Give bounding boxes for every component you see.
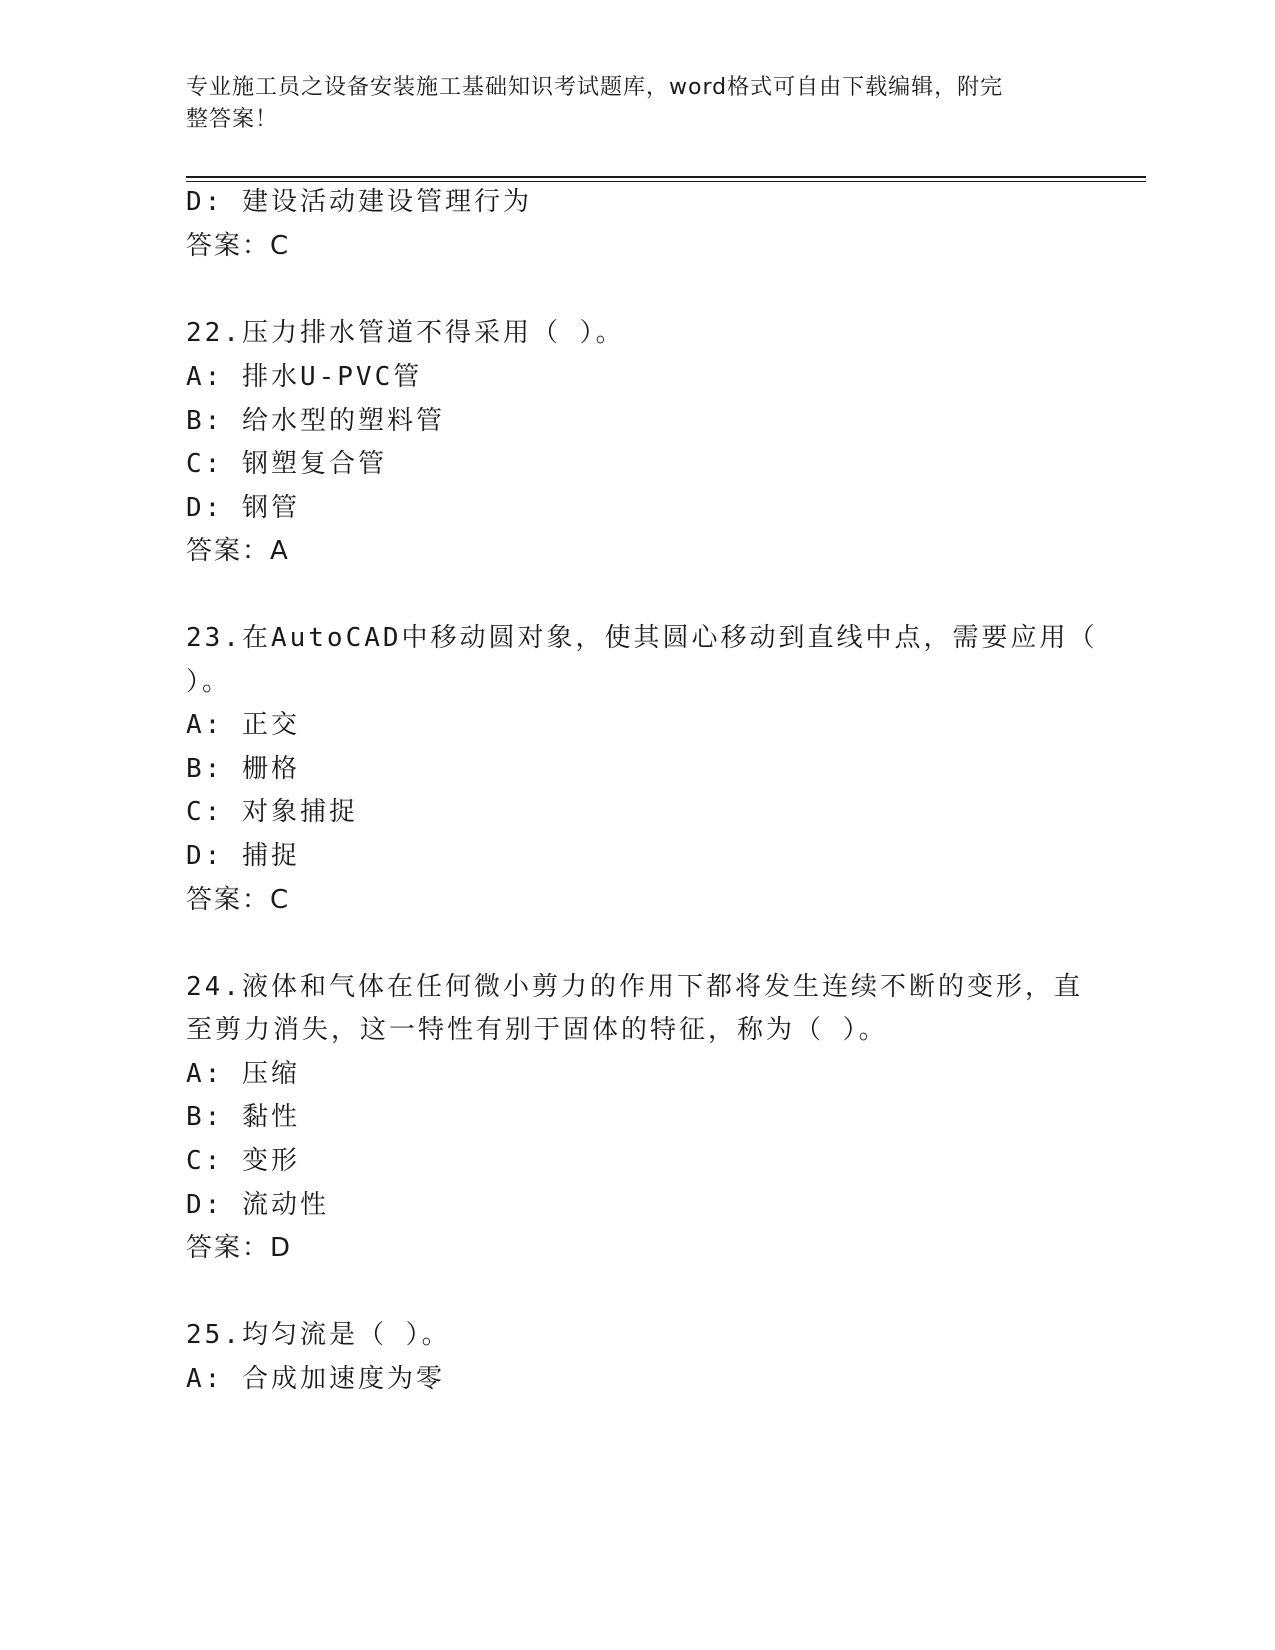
q22-answer: 答案：A	[186, 536, 290, 566]
prev-option-d: D: 建设活动建设管理行为	[186, 187, 532, 217]
q23-stem-line-1: 23.在AutoCAD中移动圆对象，使其圆心移动到直线中点，需要应用（	[186, 623, 1098, 653]
q24-answer: 答案：D	[186, 1233, 293, 1263]
q22-option-c: C: 钢塑复合管	[186, 449, 387, 479]
q25-stem: 25.均匀流是（ ）。	[186, 1320, 451, 1350]
q22-stem: 22.压力排水管道不得采用（ ）。	[186, 318, 625, 348]
q22-option-a: A: 排水U-PVC管	[186, 362, 423, 392]
q23-option-c: C: 对象捕捉	[186, 797, 358, 827]
q25-option-a: A: 合成加速度为零	[186, 1364, 445, 1394]
header-line-1: 专业施工员之设备安装施工基础知识考试题库，word格式可自由下载编辑，附完	[186, 75, 1004, 100]
q23-stem-line-2: ）。	[186, 667, 232, 697]
q24-stem-line-1: 24.液体和气体在任何微小剪力的作用下都将发生连续不断的变形，直	[186, 972, 1083, 1002]
q23-answer: 答案：C	[186, 885, 291, 915]
header-line-2: 整答案！	[186, 107, 279, 132]
header-divider-thick	[186, 176, 1146, 178]
q22-option-d: D: 钢管	[186, 493, 300, 523]
q23-option-d: D: 捕捉	[186, 841, 300, 871]
q23-option-b: B: 栅格	[186, 754, 300, 784]
document-header	[186, 72, 1066, 136]
q24-option-c: C: 变形	[186, 1146, 300, 1176]
q24-option-b: B: 黏性	[186, 1102, 300, 1132]
prev-answer: 答案：C	[186, 231, 291, 261]
q24-option-d: D: 流动性	[186, 1190, 329, 1220]
q23-option-a: A: 正交	[186, 710, 300, 740]
q22-option-b: B: 给水型的塑料管	[186, 406, 445, 436]
header-divider-thin	[186, 181, 1146, 182]
q24-option-a: A: 压缩	[186, 1059, 300, 1089]
q24-stem-line-2: 至剪力消失，这一特性有别于固体的特征，称为（ ）。	[186, 1015, 888, 1045]
